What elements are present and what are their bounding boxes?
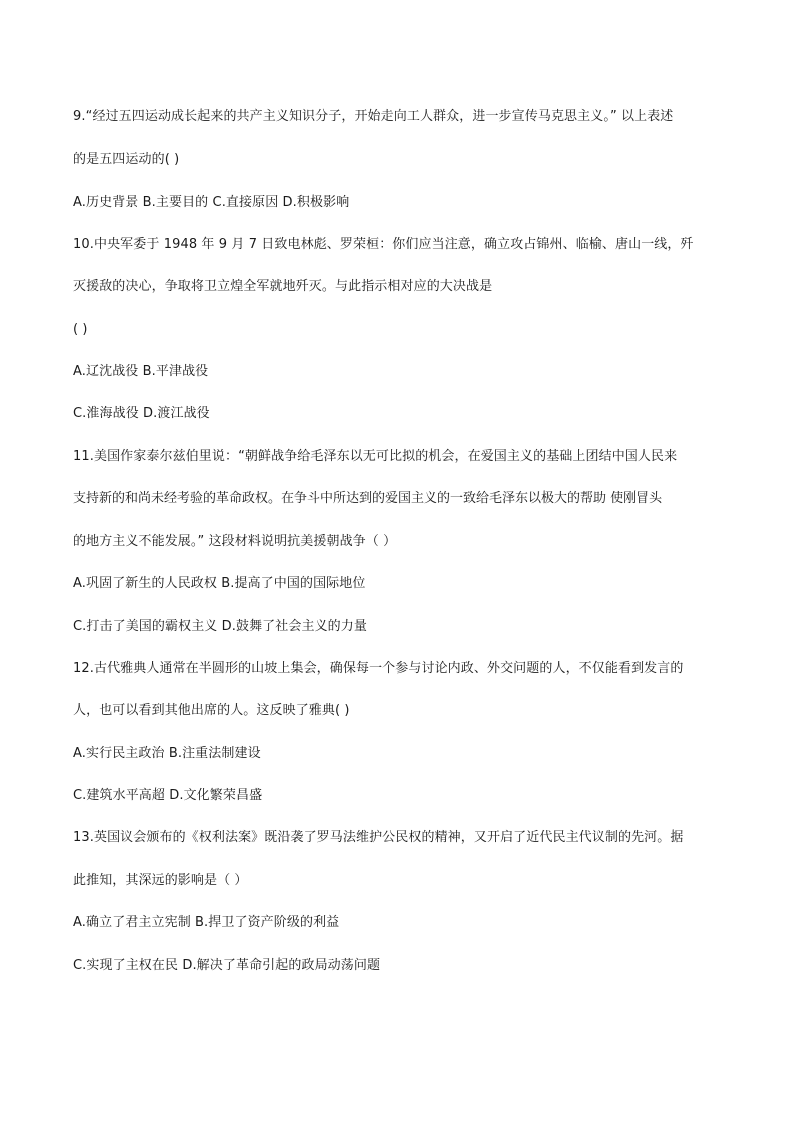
q10-options-line-1: A.辽沈战役 B.平津战役 [73, 364, 209, 379]
q13-options-line-1: A.确立了君主立宪制 B.捍卫了资产阶级的利益 [73, 915, 340, 930]
q12-options-line-2: C.建筑水平高超 D.文化繁荣昌盛 [73, 788, 263, 803]
q11-stem-line-3: 的地方主义不能发展。” 这段材料说明抗美援朝战争（ ） [73, 534, 397, 549]
q13-stem-line-1: 13.英国议会颁布的《权利法案》既沿袭了罗马法维护公民权的精神，又开启了近代民主代议制的先河。据 [73, 830, 684, 845]
q10-options-line-2: C.淮海战役 D.渡江战役 [73, 406, 210, 421]
q10-stem-line-1: 10.中央军委于 1948 年 9 月 7 日致电林彪、罗荣桓：你们应当注意，确立攻占锦州、临榆、唐山一线，歼 [73, 237, 694, 252]
q12-stem-line-1: 12.古代雅典人通常在半圆形的山坡上集会，确保每一个参与讨论内政、外交问题的人，不仅能看到发言的 [73, 661, 684, 676]
q12-options-line-1: A.实行民主政治 B.注重法制建设 [73, 746, 261, 761]
q11-options-line-1: A.巩固了新生的人民政权 B.提高了中国的国际地位 [73, 576, 366, 591]
q11-options-line-2: C.打击了美国的霸权主义 D.鼓舞了社会主义的力量 [73, 619, 367, 634]
q13-stem-line-2: 此推知，其深远的影响是（ ） [73, 873, 248, 888]
q13-options-line-2: C.实现了主权在民 D.解决了革命引起的政局动荡问题 [73, 958, 381, 973]
q11-stem-line-1: 11.美国作家泰尔兹伯里说：“朝鲜战争给毛泽东以无可比拟的机会，在爱国主义的基础上团结中国人民来 [73, 449, 678, 464]
q10-stem-line-2: 灭援敌的决心，争取将卫立煌全军就地歼灭。与此指示相对应的大决战是 [73, 279, 493, 294]
q10-answer-blank: ( ) [73, 322, 88, 337]
q9-options: A.历史背景 B.主要目的 C.直接原因 D.积极影响 [73, 195, 350, 210]
q9-stem-line-1: 9.“经过五四运动成长起来的共产主义知识分子，开始走向工人群众，进一步宣传马克思主义。” 以上表述 [73, 109, 674, 124]
q9-stem-line-2: 的是五四运动的( ) [73, 152, 180, 167]
q12-stem-line-2: 人，也可以看到其他出席的人。这反映了雅典( ) [73, 703, 350, 718]
q11-stem-line-2: 支持新的和尚未经考验的革命政权。在争斗中所达到的爱国主义的一致给毛泽东以极大的帮助 使刚冒头 [73, 491, 663, 506]
